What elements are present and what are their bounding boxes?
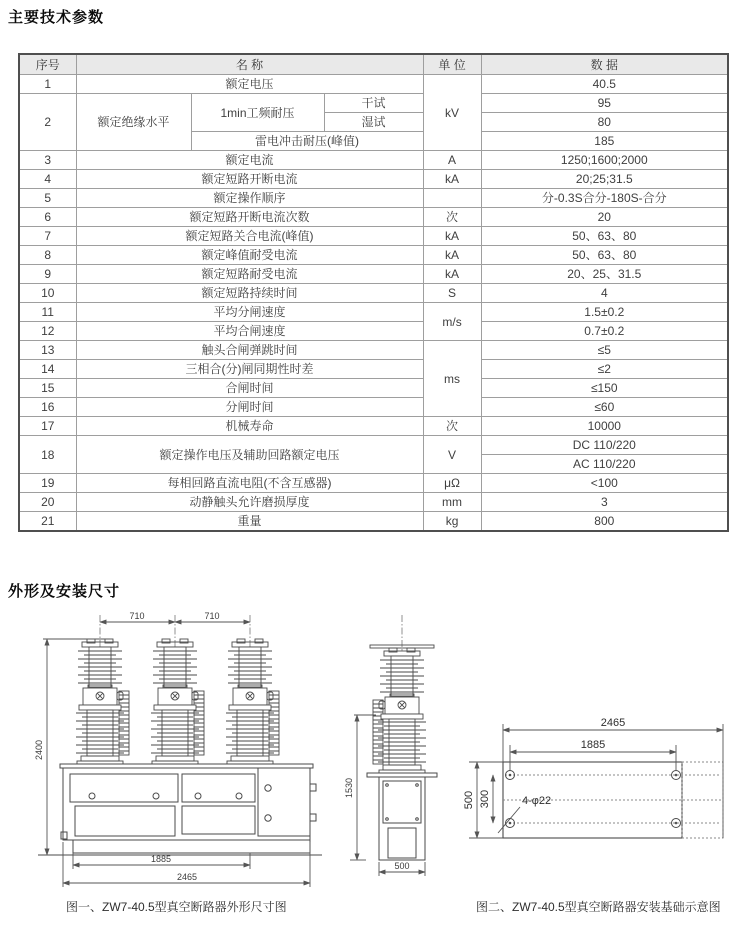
svg-text:500: 500 bbox=[463, 790, 475, 810]
cell-name: 额定电流 bbox=[76, 151, 423, 170]
figure2-foundation-plan bbox=[460, 690, 740, 865]
cell-data: 20;25;31.5 bbox=[481, 170, 728, 189]
cell-data: ≤60 bbox=[481, 398, 728, 417]
cell-unit: mm bbox=[423, 493, 481, 512]
pole-centerlines bbox=[100, 615, 250, 648]
cell-unit bbox=[423, 189, 481, 208]
cell-data: 4 bbox=[481, 284, 728, 303]
table-row bbox=[19, 151, 728, 170]
cell-data: 20 bbox=[481, 208, 728, 227]
cell-name: 额定短路开断电流 bbox=[76, 170, 423, 189]
cell-data: 185 bbox=[481, 132, 728, 151]
header-unit: 单 位 bbox=[423, 54, 481, 75]
cell-name: 机械寿命 bbox=[76, 417, 423, 436]
cell-unit: kA bbox=[423, 170, 481, 189]
table-row bbox=[19, 265, 728, 284]
cell-data: 分-0.3S合分-180S-合分 bbox=[481, 189, 728, 208]
cell-no: 14 bbox=[19, 360, 76, 379]
svg-text:4-φ22: 4-φ22 bbox=[522, 795, 552, 807]
cell-subsubname: 干试 bbox=[324, 94, 423, 113]
cell-data: 800 bbox=[481, 512, 728, 532]
cell-no: 21 bbox=[19, 512, 76, 532]
table-row bbox=[19, 284, 728, 303]
pole-middle bbox=[151, 639, 204, 764]
cell-name: 合闸时间 bbox=[76, 379, 423, 398]
cell-no: 4 bbox=[19, 170, 76, 189]
cabinet-front bbox=[38, 764, 322, 855]
cell-no: 18 bbox=[19, 436, 76, 474]
cell-data: ≤2 bbox=[481, 360, 728, 379]
cell-unit: μΩ bbox=[423, 474, 481, 493]
cell-name: 平均合闸速度 bbox=[76, 322, 423, 341]
cell-data: 95 bbox=[481, 94, 728, 113]
cell-name: 重量 bbox=[76, 512, 423, 532]
table-row bbox=[19, 227, 728, 246]
table-row bbox=[19, 322, 728, 341]
table-row bbox=[19, 360, 728, 379]
cell-unit: kg bbox=[423, 512, 481, 532]
cell-data: AC 110/220 bbox=[481, 455, 728, 474]
dim-710-left bbox=[100, 611, 175, 622]
table-row bbox=[19, 303, 728, 322]
cell-name: 额定短路关合电流(峰值) bbox=[76, 227, 423, 246]
figure1-side-view bbox=[332, 612, 464, 897]
table-row bbox=[19, 417, 728, 436]
cell-unit: S bbox=[423, 284, 481, 303]
cell-subsubname: 湿试 bbox=[324, 113, 423, 132]
cell-unit: 次 bbox=[423, 208, 481, 227]
cell-data: 20、25、31.5 bbox=[481, 265, 728, 284]
cell-data: 3 bbox=[481, 493, 728, 512]
section-title-outline: 外形及安装尺寸 bbox=[8, 583, 121, 600]
svg-text:1530: 1530 bbox=[344, 777, 354, 799]
cell-unit: V bbox=[423, 436, 481, 474]
cell-name: 额定操作电压及辅助回路额定电压 bbox=[76, 436, 423, 474]
cell-subname: 雷电冲击耐压(峰值) bbox=[191, 132, 423, 151]
cell-unit: A bbox=[423, 151, 481, 170]
side-cabinet bbox=[367, 773, 437, 860]
cell-name: 额定短路持续时间 bbox=[76, 284, 423, 303]
cell-unit: kA bbox=[423, 246, 481, 265]
cell-no: 1 bbox=[19, 75, 76, 94]
header-no: 序号 bbox=[19, 54, 76, 75]
header-name: 名 称 bbox=[76, 54, 423, 75]
svg-text:500: 500 bbox=[394, 861, 410, 871]
svg-text:2465: 2465 bbox=[176, 872, 198, 882]
cell-data: 0.7±0.2 bbox=[481, 322, 728, 341]
dim-710-right bbox=[175, 611, 250, 622]
cell-name: 每相回路直流电阻(不含互感器) bbox=[76, 474, 423, 493]
cell-data: 10000 bbox=[481, 417, 728, 436]
cell-no: 20 bbox=[19, 493, 76, 512]
pole-left bbox=[76, 639, 129, 764]
cell-unit: kA bbox=[423, 265, 481, 284]
cell-no: 6 bbox=[19, 208, 76, 227]
cell-no: 11 bbox=[19, 303, 76, 322]
header-data: 数 据 bbox=[481, 54, 728, 75]
cell-name: 额定操作顺序 bbox=[76, 189, 423, 208]
dim-500-side bbox=[379, 861, 425, 876]
svg-text:1885: 1885 bbox=[150, 854, 172, 864]
cell-no: 5 bbox=[19, 189, 76, 208]
cell-data: 50、63、80 bbox=[481, 246, 728, 265]
table-row bbox=[19, 246, 728, 265]
dim-2465 bbox=[63, 842, 310, 887]
cell-name: 平均分闸速度 bbox=[76, 303, 423, 322]
table-row bbox=[19, 512, 728, 532]
table-row bbox=[19, 493, 728, 512]
cell-name: 额定绝缘水平 bbox=[76, 94, 191, 151]
side-pole bbox=[370, 645, 434, 773]
cell-unit: 次 bbox=[423, 417, 481, 436]
cell-data: 50、63、80 bbox=[481, 227, 728, 246]
table-row bbox=[19, 170, 728, 189]
table-row bbox=[19, 208, 728, 227]
cell-no: 9 bbox=[19, 265, 76, 284]
cell-no: 17 bbox=[19, 417, 76, 436]
cell-name: 额定短路开断电流次数 bbox=[76, 208, 423, 227]
cell-subname: 1min工频耐压 bbox=[191, 94, 324, 132]
dim-fig2-2465 bbox=[503, 717, 723, 838]
cell-name: 动静触头允许磨损厚度 bbox=[76, 493, 423, 512]
table-row bbox=[19, 474, 728, 493]
caption-figure1: 图一、ZW7-40.5型真空断路器外形尺寸图 bbox=[66, 900, 287, 914]
table-row bbox=[19, 341, 728, 360]
cell-name: 额定短路耐受电流 bbox=[76, 265, 423, 284]
cell-name: 三相合(分)闸同期性时差 bbox=[76, 360, 423, 379]
caption-figure2: 图二、ZW7-40.5型真空断路器安装基础示意图 bbox=[476, 900, 721, 914]
cell-name: 触头合闸弹跳时间 bbox=[76, 341, 423, 360]
cell-no: 10 bbox=[19, 284, 76, 303]
page-title: 主要技术参数 bbox=[8, 9, 105, 26]
cell-no: 12 bbox=[19, 322, 76, 341]
dim-1530 bbox=[344, 715, 376, 860]
cell-data: 1.5±0.2 bbox=[481, 303, 728, 322]
table-row bbox=[19, 398, 728, 417]
cell-unit: kV bbox=[423, 75, 481, 151]
cell-no: 7 bbox=[19, 227, 76, 246]
cell-data: DC 110/220 bbox=[481, 436, 728, 455]
table-row bbox=[19, 436, 728, 455]
pole-right bbox=[226, 639, 279, 764]
svg-text:710: 710 bbox=[129, 611, 145, 621]
cell-data: 80 bbox=[481, 113, 728, 132]
svg-text:1885: 1885 bbox=[580, 739, 606, 751]
cell-data: ≤5 bbox=[481, 341, 728, 360]
cell-name: 额定电压 bbox=[76, 75, 423, 94]
cell-no: 2 bbox=[19, 94, 76, 151]
dim-fig2-1885 bbox=[510, 739, 676, 770]
svg-text:2400: 2400 bbox=[34, 739, 44, 761]
cell-data: <100 bbox=[481, 474, 728, 493]
table-row bbox=[19, 75, 728, 94]
svg-text:2465: 2465 bbox=[600, 717, 626, 729]
cell-unit: kA bbox=[423, 227, 481, 246]
label-hole-spec bbox=[498, 795, 551, 833]
svg-text:300: 300 bbox=[479, 789, 491, 809]
table-header-row bbox=[19, 54, 728, 75]
cell-no: 3 bbox=[19, 151, 76, 170]
cell-data: 1250;1600;2000 bbox=[481, 151, 728, 170]
cell-unit: m/s bbox=[423, 303, 481, 341]
dim-fig2-300 bbox=[479, 775, 493, 823]
table-row bbox=[19, 379, 728, 398]
cell-no: 8 bbox=[19, 246, 76, 265]
cell-name: 分闸时间 bbox=[76, 398, 423, 417]
cell-data: ≤150 bbox=[481, 379, 728, 398]
table-row bbox=[19, 189, 728, 208]
table-row bbox=[19, 94, 728, 113]
cell-unit: ms bbox=[423, 341, 481, 417]
cell-no: 16 bbox=[19, 398, 76, 417]
figure1-front-view bbox=[30, 612, 332, 897]
cell-name: 额定峰值耐受电流 bbox=[76, 246, 423, 265]
cell-no: 15 bbox=[19, 379, 76, 398]
cell-no: 13 bbox=[19, 341, 76, 360]
svg-text:710: 710 bbox=[204, 611, 220, 621]
spec-table bbox=[18, 53, 729, 532]
cell-data: 40.5 bbox=[481, 75, 728, 94]
cell-no: 19 bbox=[19, 474, 76, 493]
